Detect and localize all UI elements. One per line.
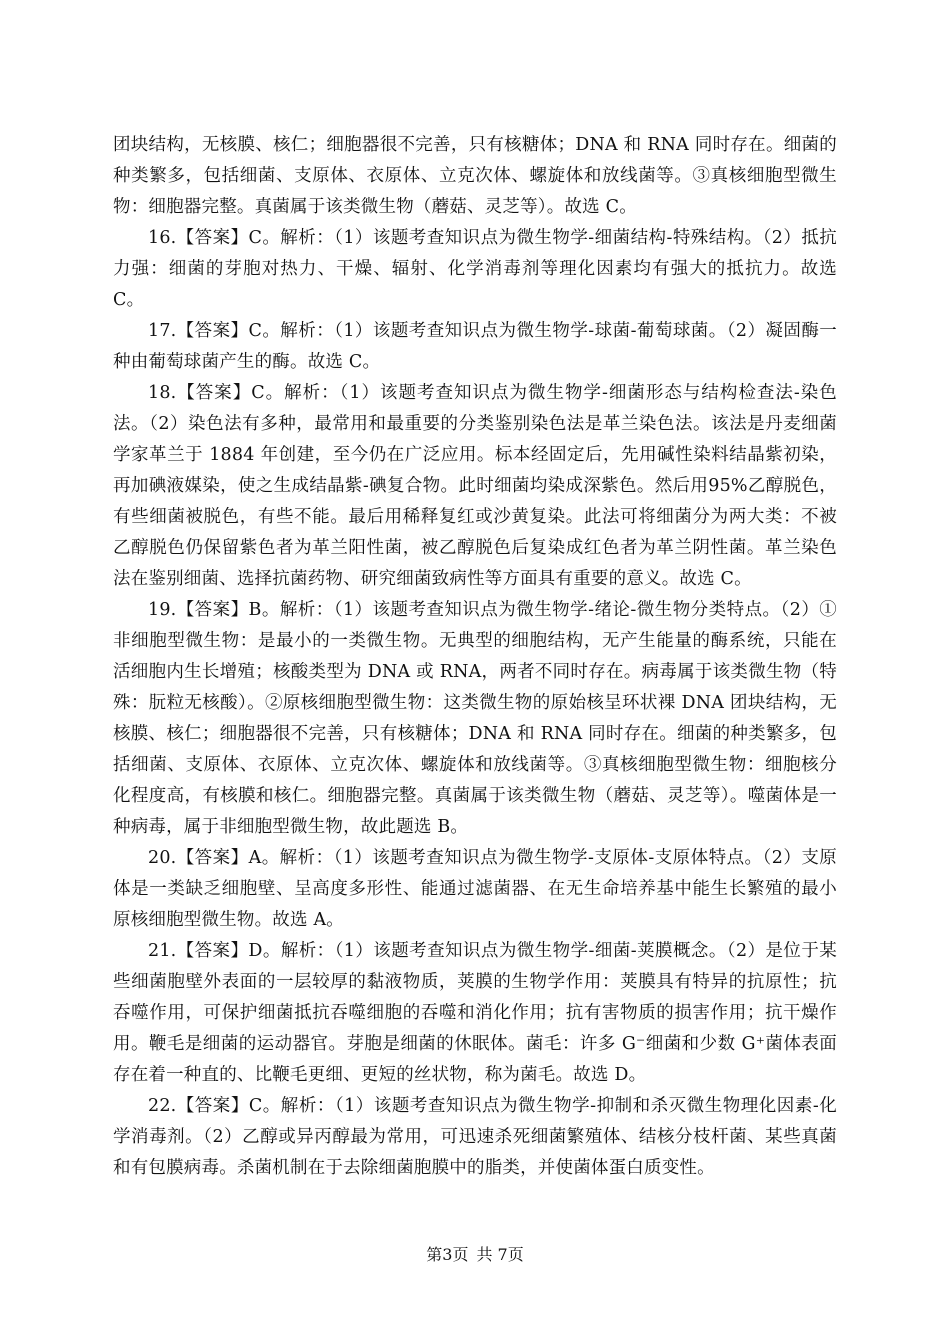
answer-19: 19.【答案】B。解析：（1）该题考查知识点为微生物学-绪论-微生物分类特点。（2）①非细胞型微生物：是最小的一类微生物。无典型的细胞结构，无产生能量的酶系统，只能在活细胞内生长增殖；核酸类型为 DNA 或 RNA，两者不同时存在。病毒属于该类微生物（特殊：朊粒无核酸）。②原核细胞型微生物：这类微生物的原始核呈环状裸 DNA 团块结构，无核膜、核仁；细胞器很不完善，只有核糖体；DNA 和 RNA 同时存在。细菌的种类繁多，包括细菌、支原体、衣原体、立克次体、螺旋体和放线菌等。③真核细胞型微生物：细胞核分化程度高，有核膜和核仁。细胞器完整。真菌属于该类微生物（蘑菇、灵芝等）。噬菌体是一种病毒，属于非细胞型微生物，故此题选 B。 <box>113 600 837 837</box>
page-number: 第3页 <box>426 1245 469 1264</box>
page-footer <box>0 1244 950 1266</box>
answer-17: 17.【答案】C。解析：（1）该题考查知识点为微生物学-球菌-葡萄球菌。（2）凝固酶一种由葡萄球菌产生的酶。故选 C。 <box>113 321 837 372</box>
page-total: 共 7页 <box>476 1245 524 1264</box>
answer-18: 18.【答案】C。解析：（1）该题考查知识点为微生物学-细菌形态与结构检查法-染色法。（2）染色法有多种，最常用和最重要的分类鉴别染色法是革兰染色法。该法是丹麦细菌学家革兰于 1884 年创建，至今仍在广泛应用。标本经固定后，先用碱性染料结晶紫初染，再加碘液媒染，使之生成结晶紫-碘复合物。此时细菌均染成深紫色。然后用95%乙醇脱色，有些细菌被脱色，有些不能。最后用稀释复红或沙黄复染。此法可将细菌分为两大类：不被乙醇脱色仍保留紫色者为革兰阳性菌，被乙醇脱色后复染成红色者为革兰阴性菌。革兰染色法在鉴别细菌、选择抗菌药物、研究细菌致病性等方面具有重要的意义。故选 C。 <box>113 383 837 589</box>
answer-20: 20.【答案】A。解析：（1）该题考查知识点为微生物学-支原体-支原体特点。（2）支原体是一类缺乏细胞壁、呈高度多形性、能通过滤菌器、在无生命培养基中能生长繁殖的最小原核细胞型微生物。故选 A。 <box>113 848 837 930</box>
answer-16: 16.【答案】C。解析：（1）该题考查知识点为微生物学-细菌结构-特殊结构。（2）抵抗力强：细菌的芽胞对热力、干燥、辐射、化学消毒剂等理化因素均有强大的抵抗力。故选 C。 <box>113 228 837 310</box>
answer-21: 21.【答案】D。解析：（1）该题考查知识点为微生物学-细菌-荚膜概念。（2）是位于某些细菌胞壁外表面的一层较厚的黏液物质，荚膜的生物学作用：荚膜具有特异的抗原性；抗吞噬作用，可保护细菌抵抗吞噬细胞的吞噬和消化作用；抗有害物质的损害作用；抗干燥作用。鞭毛是细菌的运动器官。芽胞是细菌的休眠体。菌毛：许多 G⁻细菌和少数 G⁺菌体表面存在着一种直的、比鞭毛更细、更短的丝状物，称为菌毛。故选 D。 <box>113 941 837 1085</box>
answer-explanations <box>113 130 837 1184</box>
answer-22: 22.【答案】C。解析：（1）该题考查知识点为微生物学-抑制和杀灭微生物理化因素-化学消毒剂。（2）乙醇或异丙醇最为常用，可迅速杀死细菌繁殖体、结核分枝杆菌、某些真菌和有包膜病毒。杀菌机制在于去除细菌胞膜中的脂类，并使菌体蛋白质变性。 <box>113 1096 837 1178</box>
paragraph-continuation: 团块结构，无核膜、核仁；细胞器很不完善，只有核糖体；DNA 和 RNA 同时存在。细菌的种类繁多，包括细菌、支原体、衣原体、立克次体、螺旋体和放线菌等。③真核细胞型微生物：细胞器完整。真菌属于该类微生物（蘑菇、灵芝等）。故选 C。 <box>113 135 837 217</box>
